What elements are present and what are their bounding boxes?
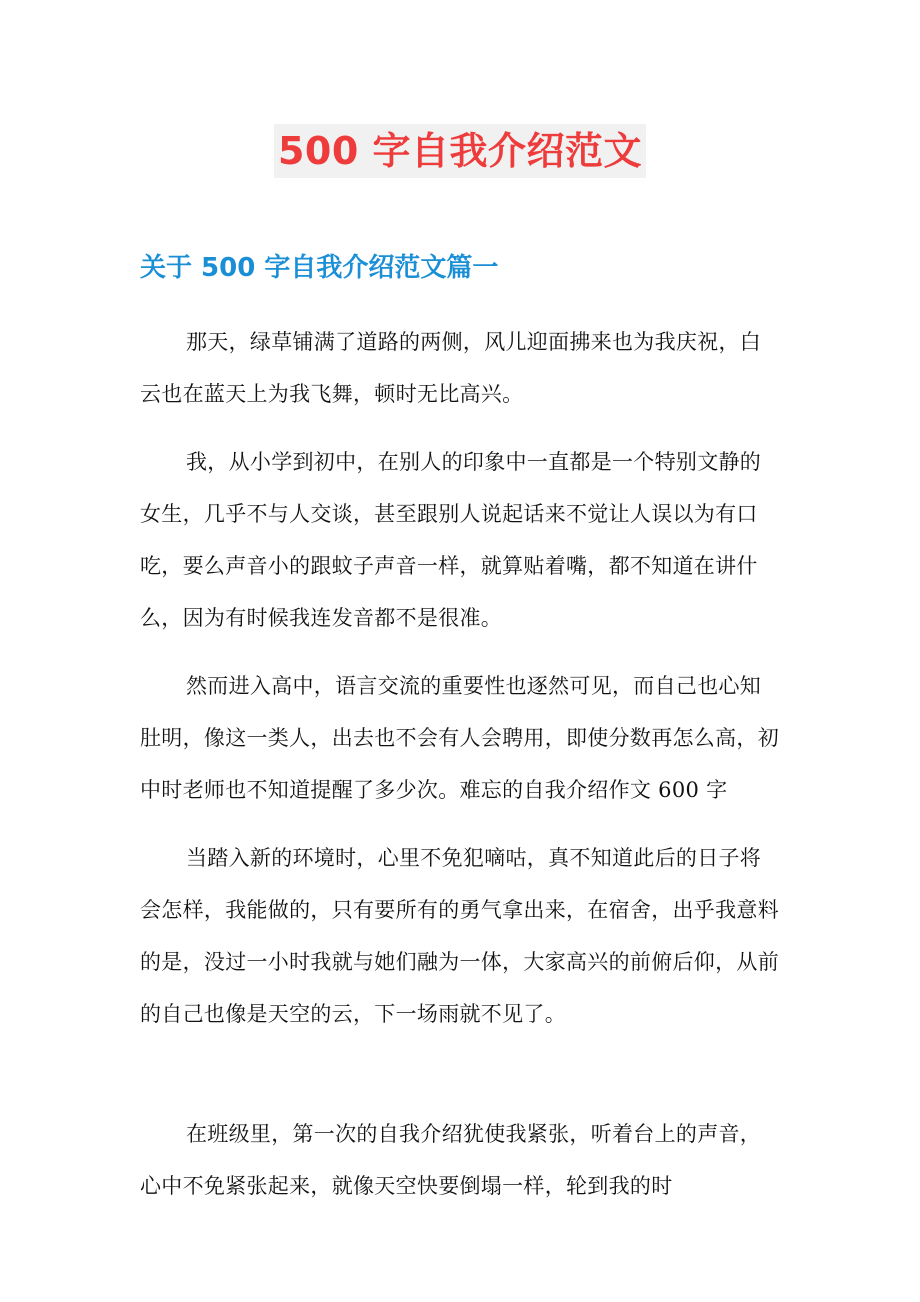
paragraph-1: 那天，绿草铺满了道路的两侧，风儿迎面拂来也为我庆祝，白云也在蓝天上为我飞舞，顿时无比高兴。 [140,330,762,406]
section-heading: 关于 500 字自我介绍范文篇一 [140,253,499,283]
document-title-text: 500 字自我介绍范文 [274,124,646,178]
paragraph-3: 然而进入高中，语言交流的重要性也逐然可见，而自己也心知肚明，像这一类人，出去也不会有人会聘用，即使分数再怎么高，初中时老师也不知道提醒了多少次。难忘的自我介绍作文 600 字 [140,674,779,802]
document-title [0,124,920,178]
paragraph-4: 当踏入新的环境时，心里不免犯嘀咕，真不知道此后的日子将会怎样，我能做的，只有要所有的勇气拿出来，在宿舍，出乎我意料的是，没过一小时我就与她们融为一体，大家高兴的前俯后仰，从前的自己也像是天空的云，下一场雨就不见了。 [140,846,779,1026]
article-body [140,316,780,1212]
paragraph-2: 我，从小学到初中，在别人的印象中一直都是一个特别文静的女生，几乎不与人交谈，甚至跟别人说起话来不觉让人误以为有口吃，要么声音小的跟蚊子声音一样，就算贴着嘴，都不知道在讲什么，因为有时候我连发音都不是很准。 [140,450,762,630]
paragraph-5: 在班级里，第一次的自我介绍犹使我紧张，听着台上的声音，心中不免紧张起来，就像天空快要倒塌一样，轮到我的时 [140,1122,762,1198]
